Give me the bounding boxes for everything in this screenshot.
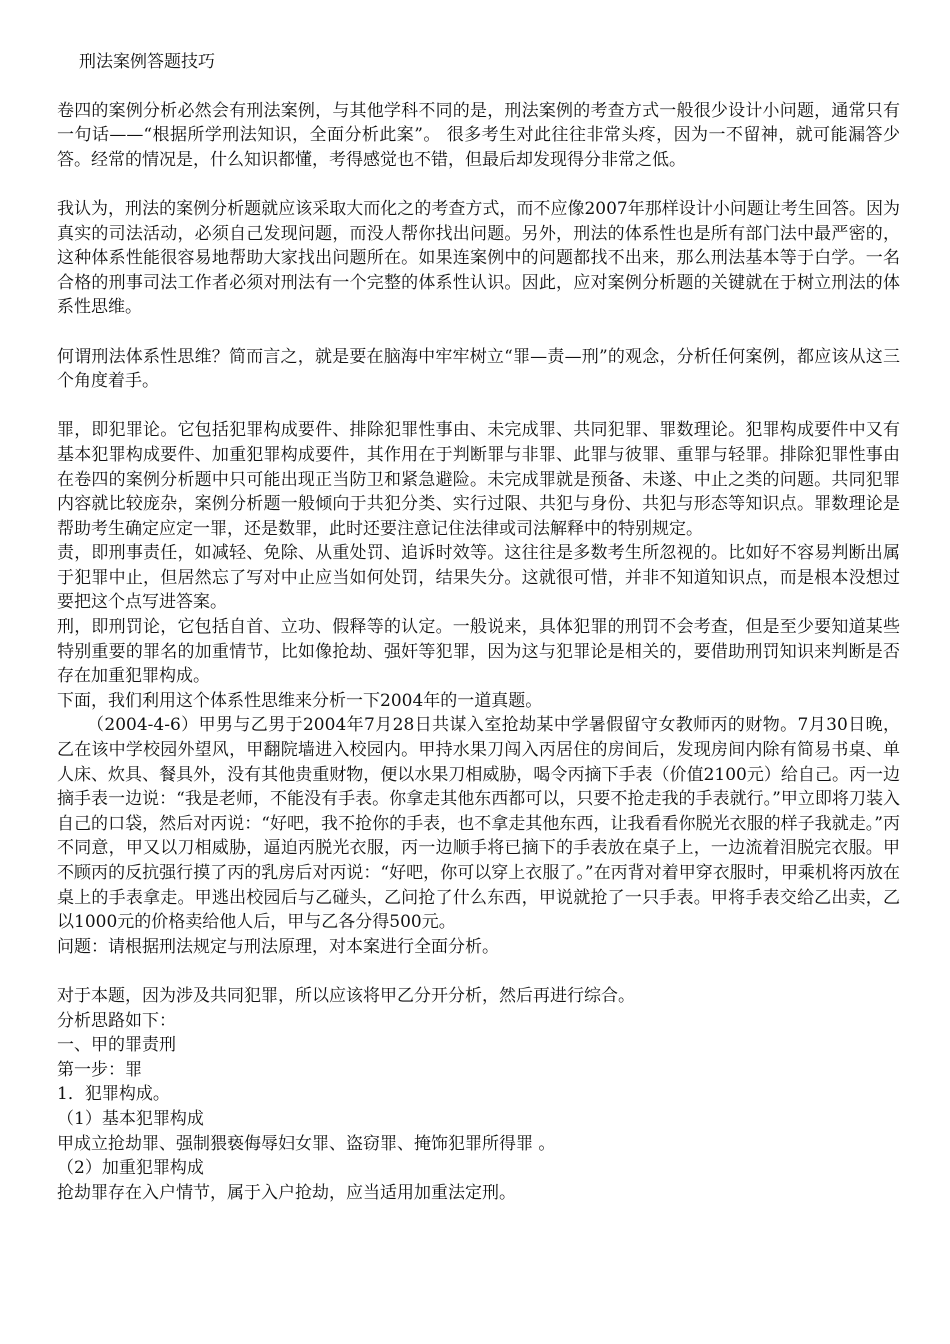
paragraph-system-thinking: 何谓刑法体系性思维？简而言之，就是要在脑海中牢牢树立“罪—责—刑”的观念，分析任何案例，都应该从这三个角度着手。 (57, 346, 900, 392)
paragraph-approach: 对于本题，因为涉及共同犯罪，所以应该将甲乙分开分析，然后再进行综合。 (57, 985, 635, 1006)
paragraph-gap (57, 394, 900, 419)
item-aggravated-constitution: （2）加重犯罪构成 (57, 1158, 204, 1179)
paragraph-case: （2004-4-6）甲男与乙男于2004年7月28日共谋入室抢劫某中学暑假留守女教师丙的财物。7月30日晚，乙在该中学校园外望风，甲翻院墙进入校园内。甲持水果刀闯入丙居住的房间后，发现房间内除有简易书桌、单人床、炊具、餐具外，没有其他贵重财物，便以水果刀相威胁，喝令丙摘下手表（价值2100元）给自己。丙一边摘手表一边说：“我是老师，不能没有手表。你拿走其他东西都可以，只要不抢走我的手表就行。”甲立即将刀装入自己的口袋，然后对丙说：“好吧，我不抢你的手表，也不拿走其他东西，让我看看你脱光衣服的样子我就走。”丙不同意，甲又以刀相威胁，逼迫丙脱光衣服，丙一边顺手将已摘下的手表放在桌子上，一边流着泪脱完衣服。甲不顾丙的反抗强行摸了丙的乳房后对丙说：“好吧，你可以穿上衣服了。”在丙背对着甲穿衣服时，甲乘机将丙放在桌上的手表拿走。甲逃出校园后与乙碰头，乙问抢了什么东西，甲说就抢了一只手表。甲将手表交给乙出卖，乙以1000元的价格卖给他人后，甲与乙各分得500元。 (57, 715, 900, 933)
item-basic-crimes: 甲成立抢劫罪、强制猥亵侮辱妇女罪、盗窃罪、掩饰犯罪所得罪 。 (57, 1133, 556, 1154)
paragraph-punishment: 刑，即刑罚论，它包括自首、立功、假释等的认定。一般说来，具体犯罪的刑罚不会考查，但是至少要知道某些特别重要的罪名的加重情节，比如像抢劫、强奸等犯罪，因为这与犯罪论是相关的，要借助刑罚知识来判断是否存在加重犯罪构成。 (57, 617, 900, 687)
paragraph-example-intro: 下面，我们利用这个体系性思维来分析一下2004年的一道真题。 (57, 690, 543, 711)
item-crime-constitution: 1．犯罪构成。 (57, 1084, 170, 1105)
paragraph-gap (57, 172, 900, 197)
paragraph-outline-heading: 分析思路如下： (57, 1010, 176, 1031)
document-title: 刑法案例答题技巧 (79, 52, 215, 72)
paragraph-question: 问题：请根据刑法规定与刑法原理，对本案进行全面分析。 (57, 936, 499, 957)
paragraph-opinion: 我认为，刑法的案例分析题就应该采取大而化之的考查方式，而不应像2007年那样设计小问题让考生回答。因为真实的司法活动，必须自己发现问题，而没人帮你找出问题。另外，刑法的体系性也是所有部门法中最严密的，这种体系性能很容易地帮助大家找出问题所在。如果连案例中的问题都找不出来，那么刑法基本等于白学。一名合格的刑事司法工作者必须对刑法有一个完整的体系性认识。因此，应对案例分析题的关键就在于树立刑法的体系性思维。 (57, 198, 900, 318)
item-basic-constitution: （1）基本犯罪构成 (57, 1108, 204, 1129)
paragraph-gap (57, 320, 900, 345)
paragraph-responsibility: 责，即刑事责任，如减轻、免除、从重处罚、追诉时效等。这往往是多数考生所忽视的。比如好不容易判断出属于犯罪中止，但居然忘了写对中止应当如何处罚，结果失分。这就很可惜，并非不知道知识点，而是根本没想过要把这个点写进答案。 (57, 543, 900, 613)
step-heading: 第一步：罪 (57, 1059, 142, 1080)
paragraph-gap (57, 959, 900, 984)
section-heading-a: 一、甲的罪责刑 (57, 1035, 176, 1056)
paragraph-crime: 罪，即犯罪论。它包括犯罪构成要件、排除犯罪性事由、未完成罪、共同犯罪、罪数理论。犯罪构成要件中又有基本犯罪构成要件、加重犯罪构成要件，其作用在于判断罪与非罪、此罪与彼罪、重罪与轻罪。排除犯罪性事由在卷四的案例分析题中只可能出现正当防卫和紧急避险。未完成罪就是预备、未遂、中止之类的问题。共同犯罪内容就比较庞杂，案例分析题一般倾向于共犯分类、实行过限、共犯与身份、共犯与形态等知识点。罪数理论是帮助考生确定应定一罪，还是数罪，此时还要注意记住法律或司法解释中的特别规定。 (57, 420, 900, 539)
item-aggravated-robbery: 抢劫罪存在入户情节，属于入户抢劫，应当适用加重法定刑。 (57, 1182, 516, 1203)
paragraph-intro: 卷四的案例分析必然会有刑法案例，与其他学科不同的是，刑法案例的考查方式一般很少设计小问题，通常只有一句话——“根据所学刑法知识，全面分析此案”。 很多考生对此往往非常头疼，因为一不留神，就可能漏答少答。经常的情况是，什么知识都懂，考得感觉也不错，但最后却发现得分非常之低。 (57, 100, 900, 170)
